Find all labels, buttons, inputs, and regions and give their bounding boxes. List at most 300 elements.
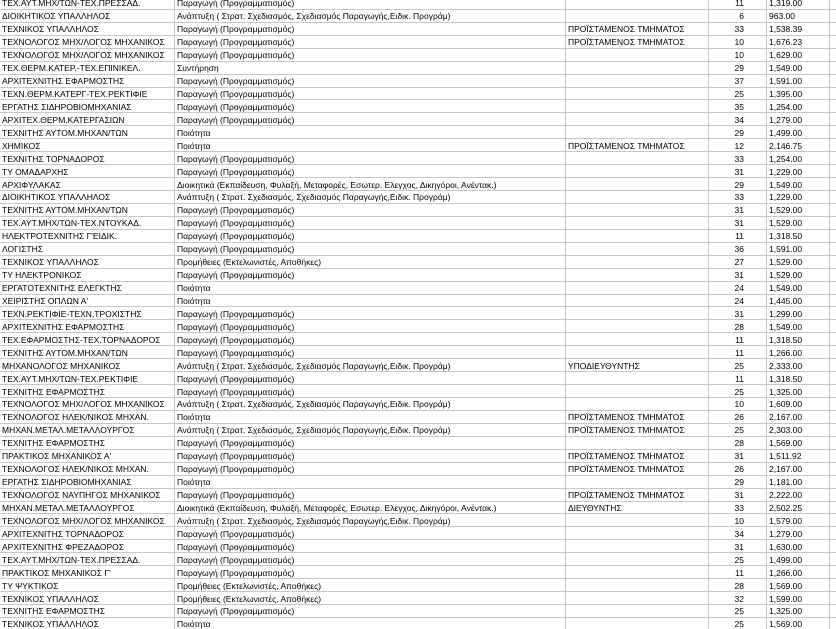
salary-cell[interactable] <box>767 411 830 423</box>
salary-cell[interactable] <box>767 359 830 371</box>
salary-cell[interactable] <box>767 385 830 397</box>
job-title-cell[interactable] <box>0 618 175 629</box>
empty-cell[interactable] <box>830 230 836 242</box>
empty-cell[interactable] <box>830 437 836 449</box>
department-cell[interactable] <box>175 553 566 565</box>
department-cell[interactable] <box>175 49 566 61</box>
salary-cell[interactable] <box>767 126 830 138</box>
table-row[interactable] <box>0 62 836 75</box>
job-title-cell[interactable] <box>0 359 175 371</box>
salary-cell[interactable] <box>767 437 830 449</box>
job-title-cell[interactable] <box>0 23 175 35</box>
job-title-cell[interactable] <box>0 191 175 203</box>
years-cell[interactable] <box>709 398 767 410</box>
empty-cell[interactable] <box>830 553 836 565</box>
job-title-cell[interactable] <box>0 295 175 307</box>
years-cell[interactable] <box>709 295 767 307</box>
job-title-cell[interactable] <box>0 450 175 462</box>
position-cell[interactable] <box>566 100 709 112</box>
position-cell[interactable] <box>566 333 709 345</box>
table-row[interactable] <box>0 307 836 320</box>
salary-cell[interactable] <box>767 605 830 617</box>
empty-cell[interactable] <box>830 463 836 475</box>
empty-cell[interactable] <box>830 320 836 332</box>
department-cell[interactable] <box>175 126 566 138</box>
table-row[interactable] <box>0 178 836 191</box>
salary-cell[interactable] <box>767 62 830 74</box>
years-cell[interactable] <box>709 489 767 501</box>
department-cell[interactable] <box>175 62 566 74</box>
position-cell[interactable] <box>566 23 709 35</box>
position-cell[interactable] <box>566 204 709 216</box>
job-title-cell[interactable] <box>0 243 175 255</box>
salary-cell[interactable] <box>767 100 830 112</box>
job-title-cell[interactable] <box>0 540 175 552</box>
position-cell[interactable] <box>566 372 709 384</box>
empty-cell[interactable] <box>830 204 836 216</box>
department-cell[interactable] <box>175 489 566 501</box>
salary-cell[interactable] <box>767 49 830 61</box>
years-cell[interactable] <box>709 553 767 565</box>
salary-cell[interactable] <box>767 618 830 629</box>
years-cell[interactable] <box>709 476 767 488</box>
department-cell[interactable] <box>175 88 566 100</box>
table-row[interactable] <box>0 540 836 553</box>
salary-cell[interactable] <box>767 489 830 501</box>
empty-cell[interactable] <box>830 618 836 629</box>
empty-cell[interactable] <box>830 372 836 384</box>
salary-cell[interactable] <box>767 502 830 514</box>
job-title-cell[interactable] <box>0 320 175 332</box>
job-title-cell[interactable] <box>0 346 175 358</box>
position-cell[interactable] <box>566 502 709 514</box>
department-cell[interactable] <box>175 437 566 449</box>
years-cell[interactable] <box>709 152 767 164</box>
salary-cell[interactable] <box>767 230 830 242</box>
job-title-cell[interactable] <box>0 553 175 565</box>
table-row[interactable] <box>0 126 836 139</box>
years-cell[interactable] <box>709 36 767 48</box>
job-title-cell[interactable] <box>0 10 175 22</box>
salary-cell[interactable] <box>767 463 830 475</box>
years-cell[interactable] <box>709 204 767 216</box>
table-row[interactable] <box>0 579 836 592</box>
salary-cell[interactable] <box>767 372 830 384</box>
empty-cell[interactable] <box>830 256 836 268</box>
years-cell[interactable] <box>709 256 767 268</box>
years-cell[interactable] <box>709 450 767 462</box>
table-row[interactable] <box>0 514 836 527</box>
table-row[interactable] <box>0 217 836 230</box>
department-cell[interactable] <box>175 256 566 268</box>
years-cell[interactable] <box>709 333 767 345</box>
empty-cell[interactable] <box>830 307 836 319</box>
department-cell[interactable] <box>175 385 566 397</box>
department-cell[interactable] <box>175 527 566 539</box>
job-title-cell[interactable] <box>0 36 175 48</box>
job-title-cell[interactable] <box>0 113 175 125</box>
table-row[interactable] <box>0 113 836 126</box>
salary-cell[interactable] <box>767 514 830 526</box>
years-cell[interactable] <box>709 100 767 112</box>
salary-cell[interactable] <box>767 424 830 436</box>
table-row[interactable] <box>0 191 836 204</box>
department-cell[interactable] <box>175 36 566 48</box>
position-cell[interactable] <box>566 0 709 9</box>
empty-cell[interactable] <box>830 139 836 151</box>
job-title-cell[interactable] <box>0 282 175 294</box>
department-cell[interactable] <box>175 333 566 345</box>
table-row[interactable] <box>0 256 836 269</box>
salary-cell[interactable] <box>767 346 830 358</box>
position-cell[interactable] <box>566 282 709 294</box>
position-cell[interactable] <box>566 36 709 48</box>
position-cell[interactable] <box>566 540 709 552</box>
department-cell[interactable] <box>175 359 566 371</box>
empty-cell[interactable] <box>830 476 836 488</box>
salary-cell[interactable] <box>767 398 830 410</box>
position-cell[interactable] <box>566 269 709 281</box>
salary-cell[interactable] <box>767 217 830 229</box>
job-title-cell[interactable] <box>0 49 175 61</box>
position-cell[interactable] <box>566 437 709 449</box>
position-cell[interactable] <box>566 424 709 436</box>
years-cell[interactable] <box>709 139 767 151</box>
job-title-cell[interactable] <box>0 269 175 281</box>
salary-cell[interactable] <box>767 139 830 151</box>
salary-cell[interactable] <box>767 113 830 125</box>
job-title-cell[interactable] <box>0 204 175 216</box>
table-row[interactable] <box>0 437 836 450</box>
salary-cell[interactable] <box>767 165 830 177</box>
years-cell[interactable] <box>709 230 767 242</box>
years-cell[interactable] <box>709 424 767 436</box>
department-cell[interactable] <box>175 165 566 177</box>
salary-cell[interactable] <box>767 307 830 319</box>
years-cell[interactable] <box>709 307 767 319</box>
table-row[interactable] <box>0 0 836 10</box>
empty-cell[interactable] <box>830 359 836 371</box>
department-cell[interactable] <box>175 139 566 151</box>
salary-cell[interactable] <box>767 282 830 294</box>
empty-cell[interactable] <box>830 10 836 22</box>
table-row[interactable] <box>0 489 836 502</box>
salary-cell[interactable] <box>767 592 830 604</box>
table-row[interactable] <box>0 165 836 178</box>
years-cell[interactable] <box>709 514 767 526</box>
empty-cell[interactable] <box>830 579 836 591</box>
empty-cell[interactable] <box>830 605 836 617</box>
job-title-cell[interactable] <box>0 217 175 229</box>
job-title-cell[interactable] <box>0 514 175 526</box>
years-cell[interactable] <box>709 113 767 125</box>
salary-cell[interactable] <box>767 178 830 190</box>
job-title-cell[interactable] <box>0 398 175 410</box>
position-cell[interactable] <box>566 49 709 61</box>
department-cell[interactable] <box>175 476 566 488</box>
position-cell[interactable] <box>566 307 709 319</box>
job-title-cell[interactable] <box>0 579 175 591</box>
empty-cell[interactable] <box>830 178 836 190</box>
years-cell[interactable] <box>709 0 767 9</box>
years-cell[interactable] <box>709 49 767 61</box>
job-title-cell[interactable] <box>0 463 175 475</box>
department-cell[interactable] <box>175 152 566 164</box>
department-cell[interactable] <box>175 450 566 462</box>
table-row[interactable] <box>0 230 836 243</box>
job-title-cell[interactable] <box>0 139 175 151</box>
salary-cell[interactable] <box>767 333 830 345</box>
salary-cell[interactable] <box>767 36 830 48</box>
department-cell[interactable] <box>175 295 566 307</box>
position-cell[interactable] <box>566 411 709 423</box>
job-title-cell[interactable] <box>0 489 175 501</box>
department-cell[interactable] <box>175 424 566 436</box>
department-cell[interactable] <box>175 463 566 475</box>
table-row[interactable] <box>0 566 836 579</box>
years-cell[interactable] <box>709 269 767 281</box>
job-title-cell[interactable] <box>0 424 175 436</box>
salary-cell[interactable] <box>767 256 830 268</box>
department-cell[interactable] <box>175 113 566 125</box>
table-row[interactable] <box>0 424 836 437</box>
salary-cell[interactable] <box>767 243 830 255</box>
table-row[interactable] <box>0 450 836 463</box>
table-row[interactable] <box>0 333 836 346</box>
years-cell[interactable] <box>709 191 767 203</box>
years-cell[interactable] <box>709 320 767 332</box>
department-cell[interactable] <box>175 178 566 190</box>
years-cell[interactable] <box>709 411 767 423</box>
job-title-cell[interactable] <box>0 256 175 268</box>
department-cell[interactable] <box>175 217 566 229</box>
empty-cell[interactable] <box>830 566 836 578</box>
table-row[interactable] <box>0 295 836 308</box>
empty-cell[interactable] <box>830 592 836 604</box>
salary-cell[interactable] <box>767 88 830 100</box>
position-cell[interactable] <box>566 126 709 138</box>
years-cell[interactable] <box>709 579 767 591</box>
years-cell[interactable] <box>709 463 767 475</box>
years-cell[interactable] <box>709 10 767 22</box>
years-cell[interactable] <box>709 502 767 514</box>
position-cell[interactable] <box>566 230 709 242</box>
empty-cell[interactable] <box>830 126 836 138</box>
salary-cell[interactable] <box>767 269 830 281</box>
table-row[interactable] <box>0 476 836 489</box>
years-cell[interactable] <box>709 592 767 604</box>
empty-cell[interactable] <box>830 514 836 526</box>
job-title-cell[interactable] <box>0 62 175 74</box>
years-cell[interactable] <box>709 359 767 371</box>
job-title-cell[interactable] <box>0 476 175 488</box>
department-cell[interactable] <box>175 75 566 87</box>
department-cell[interactable] <box>175 372 566 384</box>
department-cell[interactable] <box>175 592 566 604</box>
empty-cell[interactable] <box>830 411 836 423</box>
table-row[interactable] <box>0 49 836 62</box>
position-cell[interactable] <box>566 113 709 125</box>
job-title-cell[interactable] <box>0 372 175 384</box>
job-title-cell[interactable] <box>0 100 175 112</box>
table-row[interactable] <box>0 502 836 515</box>
job-title-cell[interactable] <box>0 126 175 138</box>
position-cell[interactable] <box>566 476 709 488</box>
position-cell[interactable] <box>566 62 709 74</box>
table-row[interactable] <box>0 320 836 333</box>
empty-cell[interactable] <box>830 540 836 552</box>
salary-cell[interactable] <box>767 10 830 22</box>
years-cell[interactable] <box>709 88 767 100</box>
job-title-cell[interactable] <box>0 411 175 423</box>
position-cell[interactable] <box>566 514 709 526</box>
job-title-cell[interactable] <box>0 307 175 319</box>
department-cell[interactable] <box>175 100 566 112</box>
department-cell[interactable] <box>175 514 566 526</box>
table-row[interactable] <box>0 88 836 101</box>
department-cell[interactable] <box>175 398 566 410</box>
department-cell[interactable] <box>175 0 566 9</box>
position-cell[interactable] <box>566 152 709 164</box>
table-row[interactable] <box>0 139 836 152</box>
years-cell[interactable] <box>709 385 767 397</box>
years-cell[interactable] <box>709 527 767 539</box>
salary-cell[interactable] <box>767 476 830 488</box>
table-row[interactable] <box>0 553 836 566</box>
position-cell[interactable] <box>566 566 709 578</box>
empty-cell[interactable] <box>830 49 836 61</box>
department-cell[interactable] <box>175 282 566 294</box>
table-row[interactable] <box>0 204 836 217</box>
table-row[interactable] <box>0 618 836 629</box>
empty-cell[interactable] <box>830 75 836 87</box>
department-cell[interactable] <box>175 204 566 216</box>
department-cell[interactable] <box>175 540 566 552</box>
table-row[interactable] <box>0 527 836 540</box>
department-cell[interactable] <box>175 243 566 255</box>
table-row[interactable] <box>0 100 836 113</box>
department-cell[interactable] <box>175 320 566 332</box>
position-cell[interactable] <box>566 579 709 591</box>
years-cell[interactable] <box>709 217 767 229</box>
job-title-cell[interactable] <box>0 230 175 242</box>
empty-cell[interactable] <box>830 527 836 539</box>
department-cell[interactable] <box>175 23 566 35</box>
table-row[interactable] <box>0 605 836 618</box>
empty-cell[interactable] <box>830 0 836 9</box>
table-row[interactable] <box>0 398 836 411</box>
position-cell[interactable] <box>566 450 709 462</box>
position-cell[interactable] <box>566 346 709 358</box>
job-title-cell[interactable] <box>0 165 175 177</box>
department-cell[interactable] <box>175 605 566 617</box>
position-cell[interactable] <box>566 463 709 475</box>
empty-cell[interactable] <box>830 23 836 35</box>
position-cell[interactable] <box>566 139 709 151</box>
years-cell[interactable] <box>709 618 767 629</box>
salary-cell[interactable] <box>767 527 830 539</box>
job-title-cell[interactable] <box>0 75 175 87</box>
table-row[interactable] <box>0 36 836 49</box>
salary-cell[interactable] <box>767 75 830 87</box>
position-cell[interactable] <box>566 385 709 397</box>
position-cell[interactable] <box>566 243 709 255</box>
table-row[interactable] <box>0 152 836 165</box>
job-title-cell[interactable] <box>0 152 175 164</box>
job-title-cell[interactable] <box>0 88 175 100</box>
job-title-cell[interactable] <box>0 437 175 449</box>
years-cell[interactable] <box>709 75 767 87</box>
empty-cell[interactable] <box>830 88 836 100</box>
empty-cell[interactable] <box>830 36 836 48</box>
empty-cell[interactable] <box>830 398 836 410</box>
job-title-cell[interactable] <box>0 178 175 190</box>
years-cell[interactable] <box>709 566 767 578</box>
position-cell[interactable] <box>566 191 709 203</box>
years-cell[interactable] <box>709 437 767 449</box>
department-cell[interactable] <box>175 346 566 358</box>
position-cell[interactable] <box>566 320 709 332</box>
salary-cell[interactable] <box>767 566 830 578</box>
empty-cell[interactable] <box>830 100 836 112</box>
table-row[interactable] <box>0 269 836 282</box>
position-cell[interactable] <box>566 398 709 410</box>
position-cell[interactable] <box>566 217 709 229</box>
salary-cell[interactable] <box>767 320 830 332</box>
job-title-cell[interactable] <box>0 502 175 514</box>
department-cell[interactable] <box>175 566 566 578</box>
position-cell[interactable] <box>566 88 709 100</box>
years-cell[interactable] <box>709 372 767 384</box>
empty-cell[interactable] <box>830 489 836 501</box>
job-title-cell[interactable] <box>0 333 175 345</box>
empty-cell[interactable] <box>830 282 836 294</box>
salary-cell[interactable] <box>767 152 830 164</box>
position-cell[interactable] <box>566 527 709 539</box>
empty-cell[interactable] <box>830 152 836 164</box>
salary-cell[interactable] <box>767 23 830 35</box>
table-row[interactable] <box>0 23 836 36</box>
job-title-cell[interactable] <box>0 605 175 617</box>
department-cell[interactable] <box>175 230 566 242</box>
table-row[interactable] <box>0 243 836 256</box>
job-title-cell[interactable] <box>0 592 175 604</box>
salary-cell[interactable] <box>767 204 830 216</box>
years-cell[interactable] <box>709 346 767 358</box>
empty-cell[interactable] <box>830 385 836 397</box>
table-row[interactable] <box>0 372 836 385</box>
years-cell[interactable] <box>709 165 767 177</box>
position-cell[interactable] <box>566 605 709 617</box>
empty-cell[interactable] <box>830 62 836 74</box>
department-cell[interactable] <box>175 579 566 591</box>
empty-cell[interactable] <box>830 333 836 345</box>
table-row[interactable] <box>0 75 836 88</box>
position-cell[interactable] <box>566 256 709 268</box>
position-cell[interactable] <box>566 618 709 629</box>
empty-cell[interactable] <box>830 165 836 177</box>
years-cell[interactable] <box>709 282 767 294</box>
table-row[interactable] <box>0 282 836 295</box>
table-row[interactable] <box>0 463 836 476</box>
department-cell[interactable] <box>175 307 566 319</box>
years-cell[interactable] <box>709 126 767 138</box>
empty-cell[interactable] <box>830 191 836 203</box>
salary-cell[interactable] <box>767 191 830 203</box>
salary-cell[interactable] <box>767 450 830 462</box>
salary-cell[interactable] <box>767 295 830 307</box>
years-cell[interactable] <box>709 62 767 74</box>
